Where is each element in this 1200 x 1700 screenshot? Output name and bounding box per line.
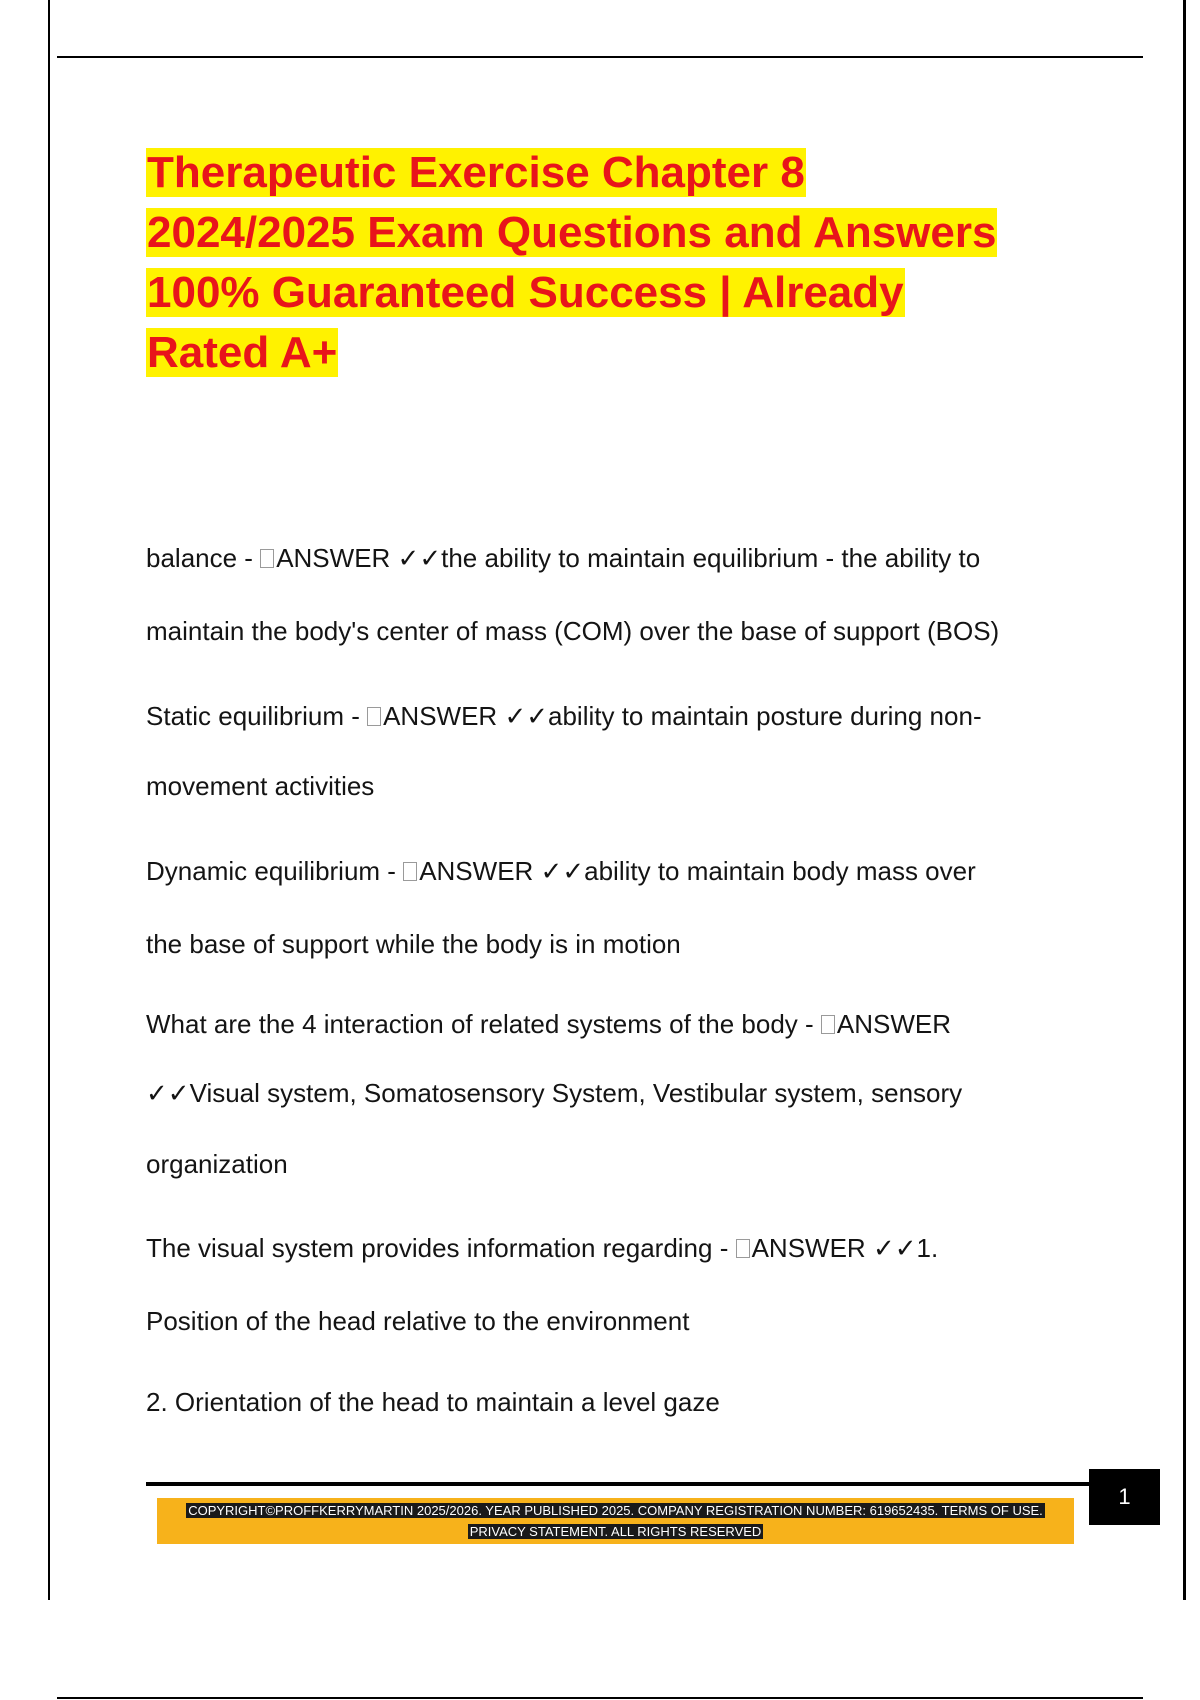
footer-rule	[146, 1482, 1090, 1486]
qa-line-continuation: the base of support while the body is in motion	[146, 929, 681, 959]
qa-line-static-equilibrium: Static equilibrium - ANSWER ✓✓ability to maintain posture during non-	[146, 701, 982, 731]
qa-line-continuation: organization	[146, 1149, 288, 1179]
next-page-rule	[57, 1697, 1143, 1699]
check-marks-icon: ✓✓	[146, 1078, 190, 1108]
answer-label: ANSWER	[836, 1009, 952, 1039]
check-marks-icon: ✓✓	[872, 1233, 917, 1263]
answer-label: ANSWER	[419, 856, 534, 886]
title-line-1: Therapeutic Exercise Chapter 8	[147, 148, 805, 197]
page-frame-left	[48, 0, 50, 1600]
header-rule	[57, 56, 1143, 58]
title-line-3: 100% Guaranteed Success | Already	[147, 268, 904, 317]
title-line-4: Rated A+	[147, 328, 338, 377]
copyright-line-1: COPYRIGHT©PROFFKERRYMARTIN 2025/2026. YEAR PUBLISHED 2025. COMPANY REGISTRATION NUMBER: 619652435. TERMS OF USE.	[188, 1503, 1043, 1518]
document-title	[146, 143, 1106, 383]
qa-line-balance: balance - ANSWER ✓✓the ability to maintain equilibrium - the ability to	[146, 543, 981, 573]
qa-line-continuation: ✓✓Visual system, Somatosensory System, Vestibular system, sensory	[146, 1078, 963, 1108]
missing-glyph-icon	[736, 1239, 750, 1258]
missing-glyph-icon	[260, 549, 274, 568]
answer-label: ANSWER	[751, 1233, 866, 1263]
copyright-line-2: PRIVACY STATEMENT. ALL RIGHTS RESERVED	[469, 1524, 762, 1539]
missing-glyph-icon	[367, 707, 381, 726]
check-marks-icon: ✓✓	[397, 543, 442, 573]
missing-glyph-icon	[821, 1015, 835, 1034]
title-line-2: 2024/2025 Exam Questions and Answers	[147, 208, 997, 257]
qa-line-continuation: maintain the body's center of mass (COM) over the base of support (BOS)	[146, 616, 1000, 646]
missing-glyph-icon	[403, 862, 417, 881]
page-number: 1	[1089, 1469, 1160, 1525]
copyright-notice	[157, 1500, 1074, 1542]
qa-line-visual-system: The visual system provides information regarding - ANSWER ✓✓1.	[146, 1233, 939, 1263]
qa-line-dynamic-equilibrium: Dynamic equilibrium - ANSWER ✓✓ability to maintain body mass over	[146, 856, 976, 886]
qa-line-interaction-systems: What are the 4 interaction of related systems of the body - ANSWER	[146, 1009, 952, 1039]
page-frame-right	[1183, 0, 1186, 1600]
qa-line-continuation: 2. Orientation of the head to maintain a level gaze	[146, 1387, 720, 1417]
answer-label: ANSWER	[276, 543, 391, 573]
qa-line-continuation: Position of the head relative to the environment	[146, 1306, 690, 1336]
qa-line-continuation: movement activities	[146, 771, 375, 801]
check-marks-icon: ✓✓	[540, 856, 585, 886]
check-marks-icon: ✓✓	[504, 701, 549, 731]
answer-label: ANSWER	[383, 701, 498, 731]
